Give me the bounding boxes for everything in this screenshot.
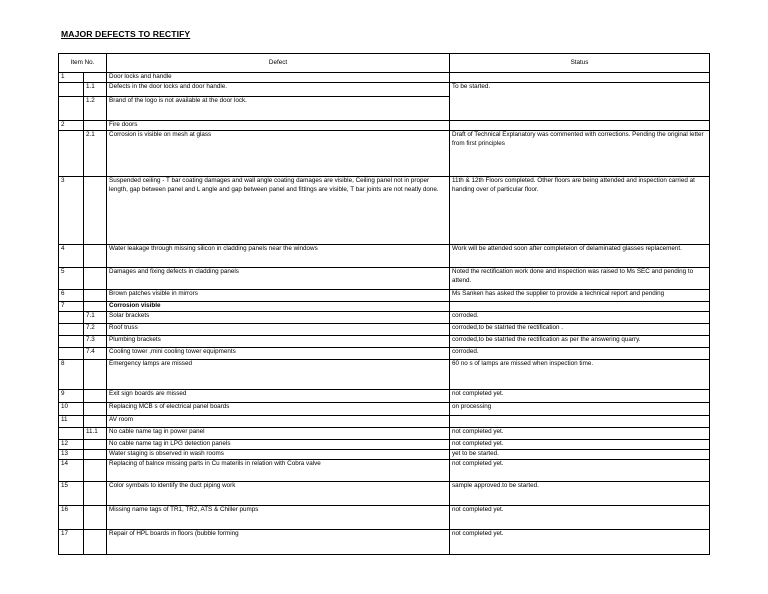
sub-item-no: 7.1: [84, 311, 107, 323]
sub-item-no: [84, 449, 107, 459]
defect-cell: Emergency lamps are missed: [107, 359, 450, 389]
item-no: 4: [59, 244, 84, 267]
sub-item-no: [84, 459, 107, 481]
status-cell: not completed yet.: [450, 505, 710, 529]
status-cell: not completed yet.: [450, 427, 710, 439]
item-no: 12: [59, 439, 84, 449]
defect-cell: Plumbing brackets: [107, 335, 450, 347]
defect-cell: Replacing MCB s of electrical panel boards: [107, 402, 450, 415]
item-no: [59, 311, 84, 323]
item-no: 15: [59, 481, 84, 505]
defect-cell: Water leakage through missing silicon in cladding panels near the windows: [107, 244, 450, 267]
sub-item-no: [84, 415, 107, 427]
status-cell: not completed yet.: [450, 389, 710, 402]
status-cell: [450, 73, 710, 83]
defect-cell: Suspended ceiling - T bar coating damages and wall angle coating damages are visible, Ceiling panel not in proper length, gap between panel and L angle and gap between panel and fittings are visible, T bar joints are not neatly done.: [107, 176, 450, 244]
table-row: [59, 267, 710, 289]
status-cell: not completed yet.: [450, 529, 710, 554]
sub-item-no: 7.3: [84, 335, 107, 347]
sub-item-no: [84, 267, 107, 289]
item-no: 7: [59, 301, 84, 311]
defect-cell: Repair of HPL boards in floors (bubble forming: [107, 529, 450, 554]
sub-item-no: [84, 289, 107, 301]
status-cell: not completed yet.: [450, 459, 710, 481]
status-cell: To be started.: [450, 83, 710, 121]
page-title: MAJOR DEFECTS TO RECTIFY: [61, 29, 191, 39]
table-row: [59, 176, 710, 244]
item-no: 16: [59, 505, 84, 529]
table-row: [59, 335, 710, 347]
sub-item-no: 7.2: [84, 323, 107, 335]
table-row: [59, 347, 710, 359]
sub-item-no: [84, 176, 107, 244]
item-no: 14: [59, 459, 84, 481]
item-no: 5: [59, 267, 84, 289]
defect-cell: Corrosion is visible on mesh at glass: [107, 130, 450, 176]
table-row: [59, 73, 710, 83]
header-item-no: Item No.: [59, 54, 107, 73]
item-no: 8: [59, 359, 84, 389]
status-cell: [450, 415, 710, 427]
defect-cell: Brand of the logo is not available at the door lock.: [107, 97, 450, 121]
header-row: [59, 54, 710, 73]
table-row: [59, 244, 710, 267]
table-row: [59, 311, 710, 323]
sub-item-no: [84, 529, 107, 554]
defect-cell: Door locks and handle: [107, 73, 450, 83]
defect-cell: Replacing of balnce missing parts in Cu materils in relation with Cobra valve: [107, 459, 450, 481]
defect-cell: Color symbals to identify the duct piping work: [107, 481, 450, 505]
status-cell: not completed yet.: [450, 439, 710, 449]
status-cell: yet to be started.: [450, 449, 710, 459]
table-row: [59, 323, 710, 335]
table-row: [59, 389, 710, 402]
table-row: [59, 459, 710, 481]
status-cell: Work will be attended soon after completeion of delaminated glasses replacement.: [450, 244, 710, 267]
defect-cell: Brown patches visible in mirrors: [107, 289, 450, 301]
status-cell: on processing: [450, 402, 710, 415]
item-no: [59, 323, 84, 335]
table-row: [59, 415, 710, 427]
status-cell: sample approved.to be started.: [450, 481, 710, 505]
item-no: 11: [59, 415, 84, 427]
status-cell: 11th & 12th Floors completed. Other floors are being attended and inspection carried at handing over of particular floor.: [450, 176, 710, 244]
sub-item-no: 1.1: [84, 83, 107, 97]
defect-cell: Damages and fixing defects in cladding panels: [107, 267, 450, 289]
table-row: [59, 439, 710, 449]
status-cell: Draft of Technical Explanatory was commented with corrections. Pending the original letter from first principles: [450, 130, 710, 176]
status-cell: Noted the rectification work done and inspection was raised to Ms SEC and pending to attend.: [450, 267, 710, 289]
sub-item-no: [84, 505, 107, 529]
defects-table: [58, 53, 710, 555]
header-defect: Defect: [107, 54, 450, 73]
sub-item-no: 1.2: [84, 97, 107, 121]
defect-cell: Exit sign boards are missed: [107, 389, 450, 402]
item-no: 9: [59, 389, 84, 402]
table-row: [59, 505, 710, 529]
defect-cell: No cable name tag in LPG detection panels: [107, 439, 450, 449]
sub-item-no: [84, 439, 107, 449]
defect-cell: Defects in the door locks and door handle.: [107, 83, 450, 97]
sub-item-no: [84, 121, 107, 131]
sub-item-no: [84, 301, 107, 311]
defect-cell: Solar brackets: [107, 311, 450, 323]
sub-item-no: 11.1: [84, 427, 107, 439]
sub-item-no: [84, 481, 107, 505]
defect-cell: Cooling tower ,mini cooling tower equipments: [107, 347, 450, 359]
sub-item-no: 7.4: [84, 347, 107, 359]
item-no: 1: [59, 73, 84, 83]
item-no: [59, 130, 84, 176]
table-row: [59, 359, 710, 389]
sub-item-no: [84, 402, 107, 415]
status-cell: [450, 121, 710, 131]
table-row: [59, 121, 710, 131]
defect-cell: Missing name tags of TR1, TR2, ATS & Chiller pumps: [107, 505, 450, 529]
defect-cell: Roof truss: [107, 323, 450, 335]
status-cell: corroded.: [450, 347, 710, 359]
item-no: [59, 97, 84, 121]
defect-cell: Water staging is observed in wash rooms: [107, 449, 450, 459]
table-row: [59, 301, 710, 311]
item-no: 10: [59, 402, 84, 415]
sub-item-no: 2.1: [84, 130, 107, 176]
table-row: [59, 402, 710, 415]
header-status: Status: [450, 54, 710, 73]
table-row: [59, 289, 710, 301]
sub-item-no: [84, 73, 107, 83]
item-no: [59, 427, 84, 439]
table-row: [59, 83, 710, 97]
status-cell: corroded,to be statrted the rectification .: [450, 323, 710, 335]
status-cell: [450, 301, 710, 311]
defect-cell: No cable name tag in power panel: [107, 427, 450, 439]
sub-item-no: [84, 389, 107, 402]
table-row: [59, 449, 710, 459]
item-no: [59, 83, 84, 97]
status-cell: 60 no s of lamps are missed when inspection time.: [450, 359, 710, 389]
item-no: [59, 347, 84, 359]
item-no: 17: [59, 529, 84, 554]
item-no: [59, 335, 84, 347]
table-row: [59, 130, 710, 176]
item-no: 13: [59, 449, 84, 459]
sub-item-no: [84, 359, 107, 389]
status-cell: Ms Sanken has asked the supplier to provide a technical report and pending: [450, 289, 710, 301]
item-no: 6: [59, 289, 84, 301]
table-row: [59, 427, 710, 439]
status-cell: corroded.: [450, 311, 710, 323]
table-row: [59, 481, 710, 505]
defect-cell: Fire doors: [107, 121, 450, 131]
item-no: 3: [59, 176, 84, 244]
sub-item-no: [84, 244, 107, 267]
status-cell: corroded,to be statrted the rectification as per the answering quarry.: [450, 335, 710, 347]
item-no: 2: [59, 121, 84, 131]
table-row: [59, 529, 710, 554]
defect-cell: Corrosion visible: [107, 301, 450, 311]
defect-cell: AV room: [107, 415, 450, 427]
